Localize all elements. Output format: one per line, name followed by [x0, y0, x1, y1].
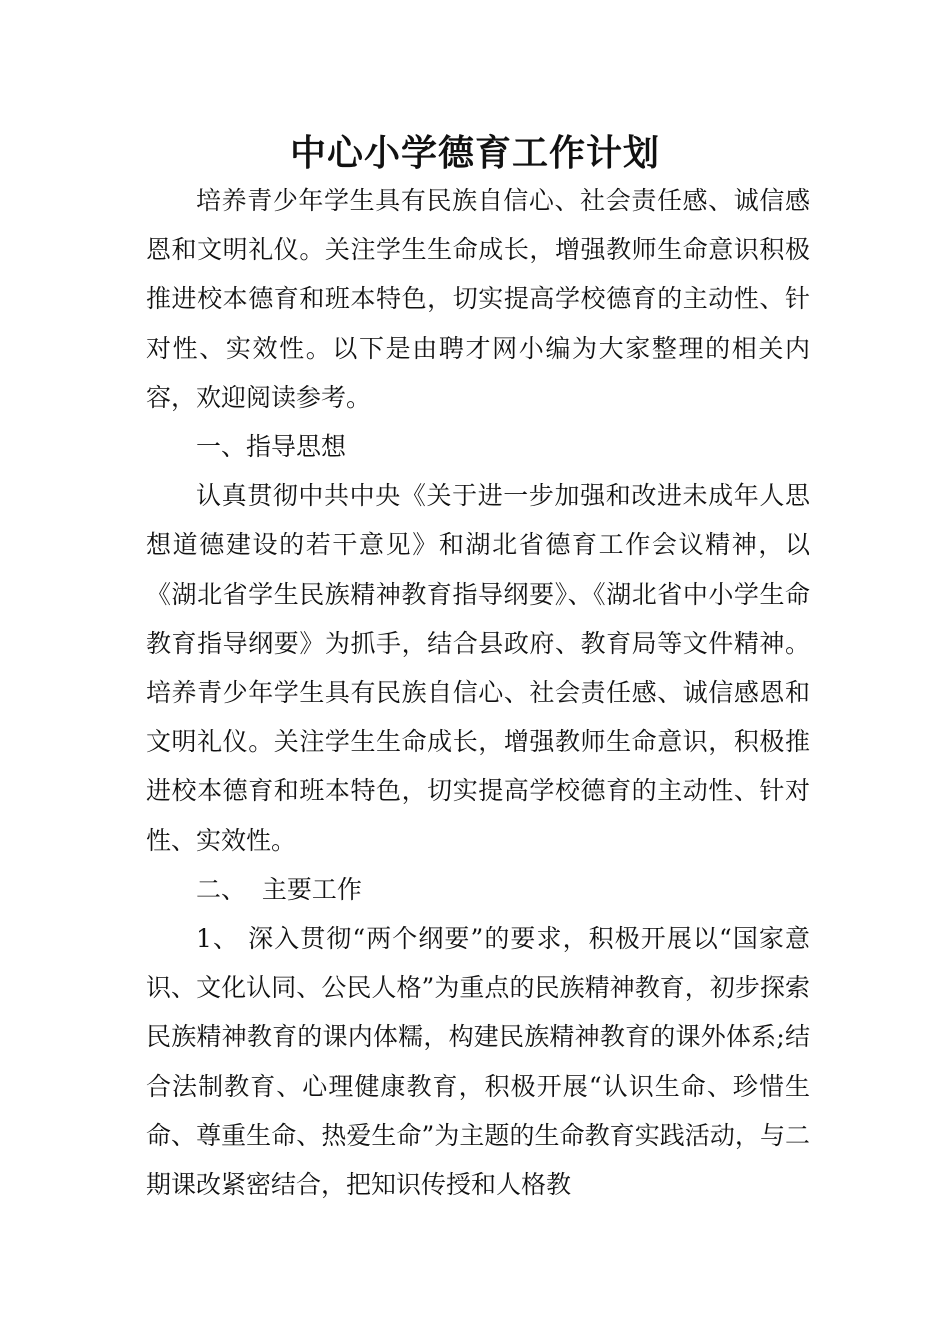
- section-heading-main-work: 二、 主要工作: [196, 874, 362, 904]
- section-heading-guiding-thought: 一、指导思想: [196, 432, 347, 462]
- guiding-thought-paragraph: 认真贯彻中共中央《关于进一步加强和改进未成年人思想道德建设的若干意见》和湖北省德育工作会议精神，以《湖北省学生民族精神教育指导纲要》、《湖北省中小学生命教育指导纲要》为抓手，结合县政府、教育局等文件精神。培养青少年学生具有民族自信心、社会责任感、诚信感恩和文明礼仪。关注学生生命成长，增强教师生命意识，积极推进校本德育和班本特色，切实提高学校德育的主动性、针对性、实效性。: [146, 481, 810, 855]
- document-body: [146, 176, 810, 1209]
- main-work-item-1-paragraph: 1、 深入贯彻“两个纲要”的要求，积极开展以“国家意识、文化认同、公民人格”为重点的民族精神教育，初步探索民族精神教育的课内体糯，构建民族精神教育的课外体系;结合法制教育、心理健康教育，积极开展“认识生命、珍惜生命、尊重生命、热爱生命”为主题的生命教育实践活动，与二期课改紧密结合，把知识传授和人格教: [146, 924, 810, 1200]
- document-title: 中心小学德育工作计划: [289, 132, 660, 174]
- intro-paragraph: 培养青少年学生具有民族自信心、社会责任感、诚信感恩和文明礼仪。关注学生生命成长，增强教师生命意识积极推进校本德育和班本特色，切实提高学校德育的主动性、针对性、实效性。以下是由聘才网小编为大家整理的相关内容，欢迎阅读参考。: [146, 186, 810, 412]
